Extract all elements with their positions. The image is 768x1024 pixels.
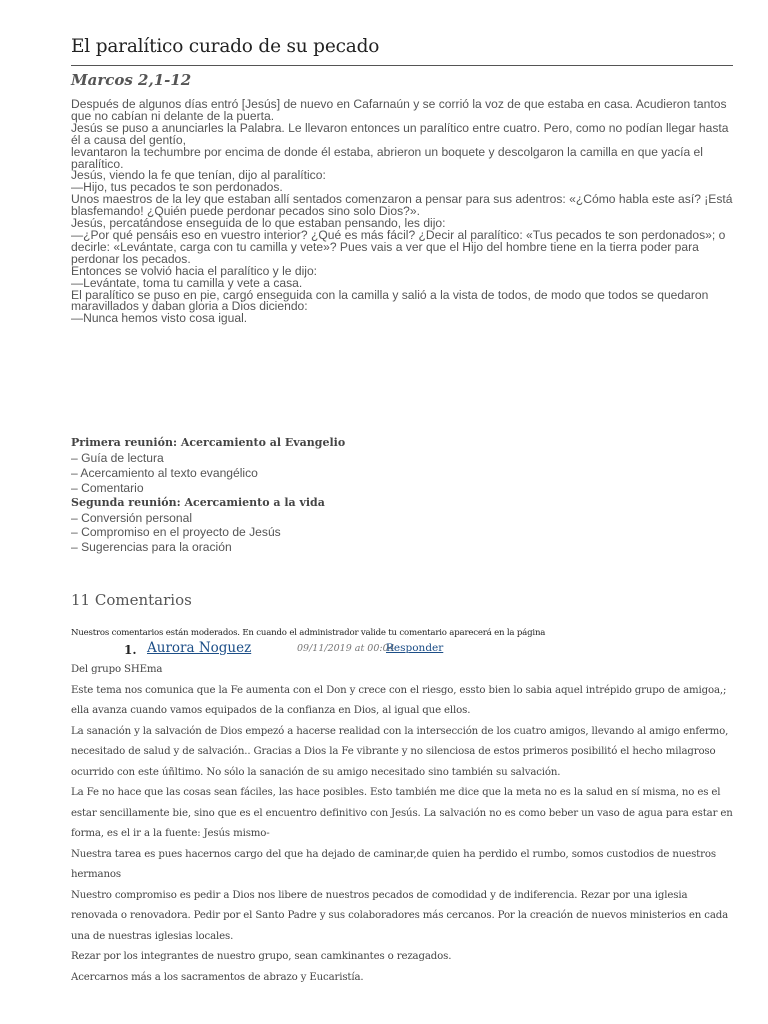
gospel-paragraph: —¿Por qué pensáis eso en vuestro interior? ¿Qué es más fácil? ¿Decir al paralítico: «Tus pecados te son perdonados»; o decirle: «Levántate, carga con tu camilla y vete»? Pues vais a ver que el Hijo del hombre tiene en la tierra poder para perdonar los pecados. <box>71 227 726 266</box>
gospel-paragraph: Entonces se volvió hacia el paralítico y le dijo: <box>71 263 318 278</box>
meeting-item: – Sugerencias para la oración <box>71 540 232 555</box>
meeting-item: – Conversión personal <box>71 510 193 525</box>
meetings-outline <box>71 436 733 555</box>
comment-paragraph: Nuestro compromiso es pedir a Dios nos libere de nuestros pecados de comodidad y de indiferencia. Rezar por una iglesia renovada o renovadora. Pedir por el Santo Padre y sus colaboradores más cercanos. Por la creación de nuevos ministerios en cada una de nuestras iglesias locales. <box>71 889 729 942</box>
comment-paragraph: Nuestra tarea es pues hacernos cargo del que ha dejado de caminar,de quien ha perdido el rumbo, somos custodios de nuestros hermanos <box>71 848 716 880</box>
gospel-text <box>71 99 733 325</box>
meeting-item: – Guía de lectura <box>71 450 164 465</box>
comment-date: 09/11/2019 at 00:04 <box>297 643 395 654</box>
comment-paragraph: La sanación y la salvación de Dios empezó a hacerse realidad con la intersección de los cuatro amigos, llevando al amigo enfermo, necesitado de salud y de salvación.. Gracias a Dios la Fe vibrante y no silenciosa de estos primeros posibilitó el hecho milagroso ocurrido con este úñltimo. No sólo la sanación de su amigo necesitado sino también su salvación. <box>71 725 729 778</box>
comment-paragraph: Rezar por los integrantes de nuestro grupo, sean camkinantes o rezagados. <box>71 951 452 962</box>
comment-paragraph: Este tema nos comunica que la Fe aumenta con el Don y crece con el riesgo, essto bien lo sabia aquel intrépido grupo de amigoa,; ella avanza cuando vamos equipados de la confianza en Dios, al igual que ellos. <box>71 684 727 716</box>
first-meeting-heading: Primera reunión: Acercamiento al Evangelio <box>71 436 346 449</box>
gospel-paragraph: —Hijo, tus pecados te son perdonados. <box>71 180 283 195</box>
gospel-paragraph: Unos maestros de la ley que estaban allí sentados comenzaron a pensar para sus adentros: «¿Cómo habla este así? ¡Está blasfemando! ¿Quién puede perdonar pecados sino solo Dios?». <box>71 192 733 219</box>
gospel-paragraph: Después de algunos días entró [Jesús] de nuevo en Cafarnaún y se corrió la voz de que estaba en casa. Acudieron tantos que no cabían ni delante de la puerta. <box>71 97 727 123</box>
gospel-paragraph: Jesús se puso a anunciarles la Palabra. Le llevaron entonces un paralítico entre cuatro. Pero, como no podían llegar hasta él a causa del gentío, <box>71 120 729 147</box>
comment-number: 1. <box>124 643 137 657</box>
title-divider <box>71 65 733 66</box>
comment-author-link[interactable]: Aurora Noguez <box>147 640 252 656</box>
meeting-item: – Comentario <box>71 480 144 495</box>
gospel-paragraph: El paralítico se puso en pie, cargó enseguida con la camilla y salió a la vista de todos, de modo que todos se quedaron maravillados y daban gloria a Dios diciendo: <box>71 287 709 314</box>
meeting-item: – Compromiso en el proyecto de Jesús <box>71 525 281 540</box>
comment-paragraph: La Fe no hace que las cosas sean fáciles, las hace posibles. Esto también me dice que la meta no es la salud en sí misma, no es el estar sencillamente bie, sino que es el encuentro definitivo con Jesús. La salvación no es como beber un vaso de agua para estar en forma, es el ir a la fuente: Jesús mismo- <box>71 787 733 839</box>
comment-body <box>71 660 733 988</box>
meeting-item: – Acercamiento al texto evangélico <box>71 465 258 480</box>
comment-paragraph: Del grupo SHEma <box>71 664 163 675</box>
gospel-paragraph: levantaron la techumbre por encima de donde él estaba, abrieron un boquete y descolgaron la camilla en que yacía el paralítico. <box>71 144 703 171</box>
gospel-paragraph: —Nunca hemos visto cosa igual. <box>71 311 248 326</box>
second-meeting-heading: Segunda reunión: Acercamiento a la vida <box>71 495 325 509</box>
gospel-reference: Marcos 2,1-12 <box>71 71 192 89</box>
gospel-paragraph: Jesús, percatándose enseguida de lo que estaban pensando, les dijo: <box>71 216 446 231</box>
moderation-note: Nuestros comentarios están moderados. En cuando el administrador valide tu comentario aparecerá en la página <box>71 628 546 638</box>
post-title: El paralítico curado de su pecado <box>71 36 380 57</box>
comments-count-heading: 11 Comentarios <box>71 591 192 609</box>
gospel-paragraph: Jesús, viendo la fe que tenían, dijo al paralítico: <box>71 168 326 183</box>
reply-link[interactable]: Responder <box>386 642 444 654</box>
comment-paragraph: Acercarnos más a los sacramentos de abrazo y Eucaristía. <box>71 971 364 983</box>
gospel-paragraph: —Levántate, toma tu camilla y vete a casa. <box>71 275 303 290</box>
